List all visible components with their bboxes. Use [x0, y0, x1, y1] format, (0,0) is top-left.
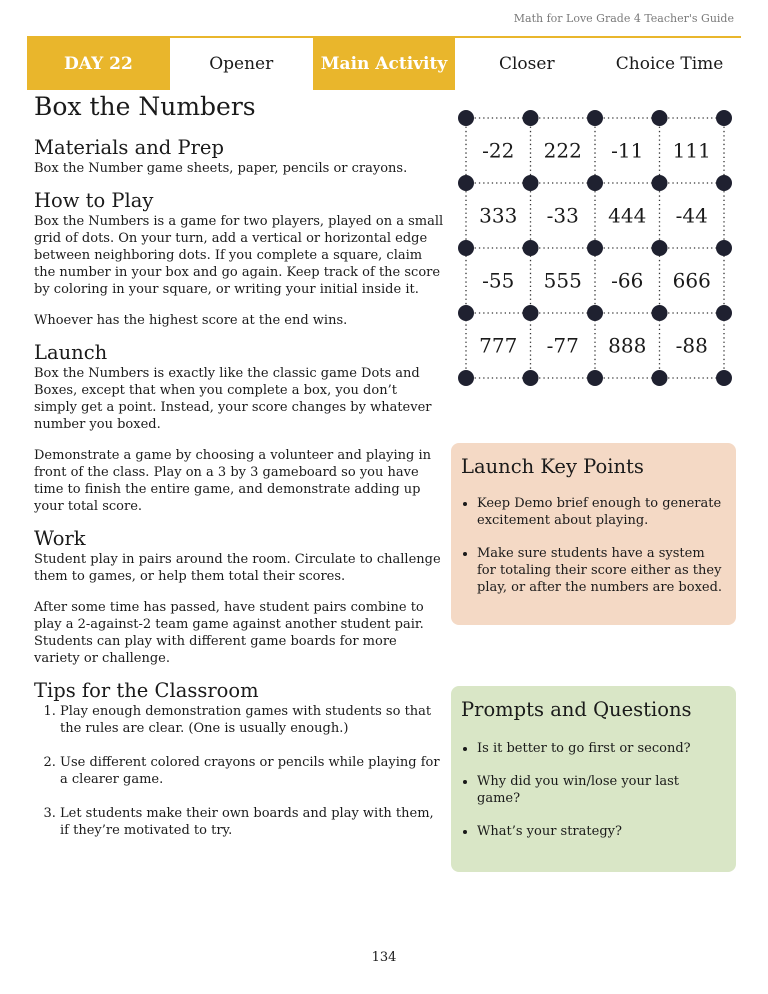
board-dot — [523, 240, 539, 256]
board-dot — [458, 240, 474, 256]
tips-section — [34, 679, 444, 839]
board-cell-value: -33 — [546, 203, 579, 228]
materials-section — [34, 136, 444, 177]
tip-item: 3. Let students make their own boards and play with them, if they’re motivated to try. — [60, 805, 444, 839]
launch-key-points-box — [451, 443, 736, 625]
board-dot — [458, 110, 474, 126]
board-dot — [652, 305, 668, 321]
board-dot — [716, 370, 732, 386]
launch-key-points-heading: Launch Key Points — [461, 455, 644, 478]
launch-paragraph-2: Demonstrate a game by choosing a volunteer and playing in front of the class. Play on a 3 by 3 gameboard so you have time to finish the entire game, and demonstrate adding up your total score. — [34, 448, 432, 514]
board-dot — [523, 175, 539, 191]
launch-paragraph-1: Box the Numbers is exactly like the classic game Dots and Boxes, except that when you complete a box, you don’t simply get a point. Instead, your score changes by whatever number you boxed. — [34, 366, 432, 432]
prompt-item: • Why did you win/lose your last game? — [477, 773, 726, 807]
board-dot — [716, 175, 732, 191]
prompts-heading: Prompts and Questions — [461, 698, 692, 721]
board-dot — [587, 370, 603, 386]
board-cell-value: 444 — [608, 203, 647, 228]
launch-key-points-list — [461, 495, 726, 596]
board-cell-value: 222 — [543, 138, 582, 163]
board-dot — [523, 370, 539, 386]
page-title: Box the Numbers — [34, 92, 256, 121]
tab-choice-time: Choice Time — [615, 54, 724, 74]
board-cell-value: -88 — [675, 333, 708, 358]
tip-item: 1. Play enough demonstration games with students so that the rules are clear. (One is usually enough.) — [60, 703, 444, 737]
board-cell-value: -44 — [675, 203, 708, 228]
board-dot — [458, 175, 474, 191]
board-cell-value: 333 — [479, 203, 518, 228]
materials-text: Box the Number game sheets, paper, pencils or crayons. — [34, 161, 408, 176]
tab-closer: Closer — [498, 54, 555, 74]
how-to-play-section — [34, 189, 444, 329]
prompt-item: • Is it better to go first or second? — [477, 740, 726, 757]
page-number: 134 — [371, 950, 397, 965]
board-cell-value: 555 — [543, 268, 582, 293]
work-paragraph-2: After some time has passed, have student pairs combine to play a 2-against-2 team game against another student pair. Students can play with different game boards for more variety or challenge. — [34, 600, 424, 666]
board-dot — [716, 110, 732, 126]
tab-opener: Opener — [209, 54, 274, 74]
board-cell-value: -66 — [611, 268, 644, 293]
tips-list — [34, 703, 444, 839]
board-cell-value: -22 — [482, 138, 515, 163]
gameboard — [455, 106, 737, 392]
prompts-list — [461, 740, 726, 840]
board-dot — [587, 110, 603, 126]
board-cell-value: 111 — [672, 138, 711, 163]
board-dot — [458, 305, 474, 321]
board-cell-value: -55 — [482, 268, 515, 293]
board-dot — [523, 305, 539, 321]
board-dot — [652, 175, 668, 191]
prompts-questions-box — [451, 686, 736, 872]
work-section — [34, 527, 444, 667]
tips-heading: Tips for the Classroom — [34, 679, 259, 702]
key-point-item: • Keep Demo brief enough to generate excitement about playing. — [477, 495, 726, 529]
board-cell-value: 777 — [479, 333, 518, 358]
how-to-play-win-paragraph: Whoever has the highest score at the end wins. — [34, 313, 348, 328]
tab-bar — [27, 36, 741, 90]
tab-day: DAY 22 — [27, 38, 170, 90]
how-to-play-heading: How to Play — [34, 189, 154, 212]
work-paragraph-1: Student play in pairs around the room. Circulate to challenge them to games, or help them total their scores. — [34, 552, 441, 584]
guide-title: Math for Love Grade 4 Teacher's Guide — [513, 12, 734, 25]
board-dot — [523, 110, 539, 126]
board-dot — [587, 305, 603, 321]
prompt-item: • What’s your strategy? — [477, 823, 726, 840]
board-dot — [587, 175, 603, 191]
board-dot — [458, 370, 474, 386]
board-dot — [587, 240, 603, 256]
board-cell-value: 888 — [608, 333, 647, 358]
launch-section — [34, 341, 444, 515]
how-to-play-paragraph: Box the Numbers is a game for two players, played on a small grid of dots. On your turn, add a vertical or horizontal edge between neighboring dots. If you complete a square, claim the number in your box and go again. Keep track of the score by coloring in your square, or writing your initial inside it. — [34, 214, 444, 297]
board-dot — [716, 305, 732, 321]
gameboard-grid — [455, 106, 737, 392]
key-point-item: • Make sure students have a system for totaling their score either as they play, or after the numbers are boxed. — [477, 545, 726, 596]
board-dot — [716, 240, 732, 256]
board-cell-value: -77 — [546, 333, 579, 358]
board-dot — [652, 110, 668, 126]
work-heading: Work — [34, 527, 86, 550]
tab-main-activity: Main Activity — [313, 38, 456, 90]
board-dot — [652, 240, 668, 256]
main-content — [34, 90, 444, 856]
tip-item: 2. Use different colored crayons or pencils while playing for a clearer game. — [60, 754, 444, 788]
launch-heading: Launch — [34, 341, 108, 364]
board-cell-value: 666 — [672, 268, 711, 293]
board-dot — [652, 370, 668, 386]
board-cell-value: -11 — [611, 138, 644, 163]
materials-heading: Materials and Prep — [34, 136, 224, 159]
